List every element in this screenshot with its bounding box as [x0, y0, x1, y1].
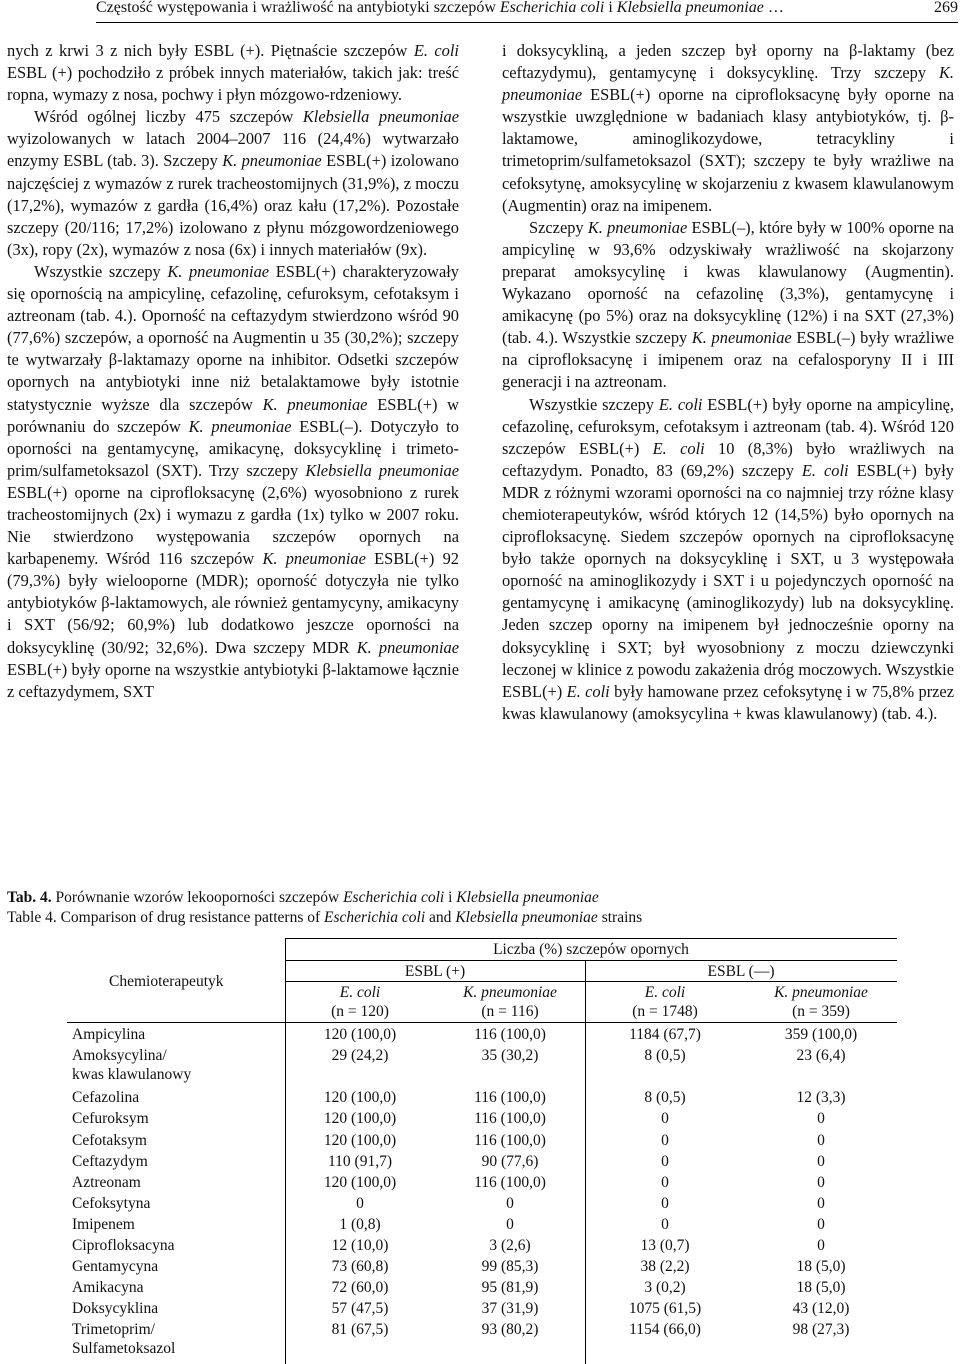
text-run: ESBL(+) były MDR z różnymi wzorami oporności na co najmniej trzy różne klasy chemioterapeutyków, wśród których 12 (14,5%) było opornych na ciprofloksacynę. Siedem szczepów opornych na ciprofloksacynę było także opornych na doksycyklinę i SXT, u 3 występowała oporność na aminoglikozydy i SXT i u pojedynczych oporność na gentamycynę i amikacynę (aminoglikozydy) lub na doksycyklinę. Jeden szczep oporny na imipenem był jednocześnie oporny na doksycyklinę i SXT; był wyosobniony z moczu dziewczynki leczonej w klinice z powodu zakażenia dróg moczowych. Wszystkie ESBL(+): [502, 460, 954, 701]
species-name: K. pneumoniae: [502, 63, 954, 105]
running-title-part: …: [763, 0, 784, 16]
agent-name-line: Amikacyna: [72, 1279, 144, 1297]
paragraph: [502, 217, 954, 394]
paragraph: [7, 106, 459, 261]
agent-name-line: Amoksycylina/: [72, 1047, 167, 1065]
text-run: Wszystkie szczepy: [529, 394, 659, 414]
running-title: [96, 0, 784, 16]
table-cell: 29 (24,2): [331, 1047, 389, 1065]
table-cell: 8 (0,5): [644, 1089, 686, 1107]
right-column: [502, 40, 954, 725]
table-cell: 0: [356, 1194, 364, 1212]
species-name: K. pneumoniae: [262, 394, 368, 414]
table-cell: 35 (30,2): [481, 1047, 539, 1065]
text-run: Wszystkie szczepy: [34, 261, 168, 281]
table-cell: 120 (100,0): [323, 1026, 397, 1043]
species-name: E. coli: [658, 394, 703, 414]
table-cell: 23 (6,4): [796, 1047, 846, 1065]
species-name: E. coli: [566, 681, 610, 701]
text-run: ESBL(+) w porównaniu do szczepów: [7, 394, 460, 436]
col-header-species: [285, 983, 435, 1021]
table-cell: 98 (27,3): [792, 1321, 850, 1339]
table-cell: 13 (0,7): [640, 1237, 690, 1254]
table-cell: 0: [817, 1237, 825, 1254]
table-cell: 0: [661, 1194, 669, 1212]
table-cell: 8 (0,5): [644, 1047, 686, 1065]
table-cell: 3 (2,6): [489, 1237, 531, 1254]
table-cell: 93 (80,2): [481, 1321, 539, 1339]
running-title-part: i: [604, 0, 617, 16]
table-cell: 1075 (61,5): [628, 1300, 702, 1318]
species-name: K. pneumoniae: [587, 217, 688, 237]
row-agent-name: [72, 1278, 143, 1297]
agent-name-line: kwas klawulanowy: [72, 1066, 192, 1084]
table-cell: 95 (81,9): [481, 1279, 539, 1297]
text-run: były hamowane przez cefoksytynę i w 75,8% przez kwas klawulanowy (amoksycylina + kwas klawulanowy) (tab. 4.).: [502, 681, 954, 723]
table-group-header: Liczba (%) szczepów opornych: [493, 941, 689, 958]
caption-text: Porównanie wzorów lekooporności szczepów: [51, 889, 344, 906]
left-column: [7, 40, 459, 703]
agent-name-line: Cefotaksym: [72, 1131, 147, 1149]
text-run: ESBL(–), które były w 100% oporne na ampicylinę w 93,6% odzyskiwały wrażliwość na skojarzony preparat amoksycylinę i kwas klawulanowy (Augmentin). Wykazano oporność na cefazolinę (3,3%), gentamycynę i amikacynę (po 5%) oraz na doksycyklinę (12%) i na SXT (27,3%) (tab. 4.). Wszystkie szczepy: [502, 217, 954, 348]
row-agent-name: [72, 1109, 149, 1128]
table-cell: 12 (10,0): [331, 1237, 389, 1254]
row-agent-name: [72, 1194, 150, 1213]
agent-column-header: Chemioterapeutyk: [109, 973, 224, 990]
table-cell: 0: [817, 1131, 825, 1149]
table-rule: [285, 938, 897, 939]
page-header: [96, 0, 958, 22]
sample-size: (n = 116): [481, 1003, 539, 1020]
table-cell: 73 (60,8): [331, 1258, 389, 1276]
table-cell: 12 (3,3): [796, 1089, 846, 1107]
text-run: Szczepy: [529, 217, 588, 237]
sample-size: (n = 120): [331, 1003, 389, 1020]
agent-name-line: Cefuroksym: [72, 1110, 149, 1128]
table-cell: 0: [661, 1152, 669, 1170]
caption-species: Escherichia coli: [324, 909, 426, 926]
species-name: E. coli: [644, 984, 686, 1001]
agent-name-line: Ceftazydym: [72, 1152, 148, 1170]
table-cell: 359 (100,0): [784, 1026, 858, 1043]
table-cell: 120 (100,0): [323, 1173, 397, 1191]
agent-name-line: Ciprofloksacyna: [72, 1237, 175, 1254]
text-run: ESBL(+) izolowano najczęściej z wymazów z rurek tracheostomijnych (31,9%), z moczu (17,2%), wymazów z gardła (16,4%) oraz kału (17,2%). Pozostałe szczepy (20/116; 17,2%) izolowano z płynu mózgowordzeniowego (3x), ropy (2x), wymazów z nosa (6x) i innych materiałów (9x).: [7, 151, 459, 259]
table-cell: 0: [817, 1110, 825, 1128]
table-cell: 43 (12,0): [792, 1300, 850, 1318]
table-caption-en: [7, 908, 947, 928]
esbl-positive-header: ESBL (+): [404, 963, 466, 980]
agent-name-line: Doksycyklina: [72, 1300, 159, 1318]
caption-text: Comparison of drug resistance patterns of: [56, 909, 325, 926]
row-agent-name: [72, 1236, 174, 1255]
row-agent-name: [72, 1025, 145, 1044]
caption-species: Klebsiella pneumoniae: [455, 909, 598, 926]
table-cell: 37 (31,9): [481, 1300, 539, 1318]
text-run: ESBL (+) pochodziło z próbek innych materiałów, takich jak: treść ropna, wymazy z nosa, pochwy i płyn mózgowo-rdzeniowy.: [7, 63, 459, 105]
header-rule: [96, 22, 958, 23]
esbl-negative-header: ESBL (—): [707, 963, 775, 980]
table-cell: 120 (100,0): [323, 1131, 397, 1149]
agent-name-line: Ampicylina: [72, 1026, 146, 1043]
table-cell: 1184 (67,7): [629, 1026, 701, 1043]
table-cell: 72 (60,0): [331, 1279, 389, 1297]
table-cell: 0: [817, 1152, 825, 1170]
table-caption-pl: [7, 888, 947, 908]
species-name: K. pneumoniae: [774, 984, 868, 1001]
table-cell: 1 (0,8): [339, 1215, 381, 1233]
text-run: ESBL(+) były oporne na ampicylinę, cefazolinę, cefuroksym, cefotaksym i aztreonam (tab. 4). Wśród 120 szczepów ESBL(+): [502, 394, 955, 458]
text-run: ESBL(–). Dotyczyło to oporności na gentamycynę, amikacynę, doksycyklinę i trimetoprim/sulfametoksazol (SXT). Trzy szczepy: [7, 416, 459, 480]
text-run: ESBL(+) były oporne na wszystkie antybiotyki β-laktamowe łącznie z ceftazydymem, SXT: [7, 659, 459, 701]
caption-text: and: [425, 909, 456, 926]
species-name: E. coli: [413, 41, 459, 60]
table-cell: 99 (85,3): [481, 1258, 539, 1276]
table-cell: 116 (100,0): [474, 1131, 546, 1149]
species-name: E. coli: [801, 460, 849, 480]
species-name: K. pneumoniae: [356, 637, 459, 657]
table-cell: 116 (100,0): [474, 1110, 546, 1128]
text-run: Wśród ogólnej liczby 475 szczepów: [34, 107, 303, 127]
page-number: 269: [934, 0, 958, 16]
table-cell: 0: [817, 1215, 825, 1233]
row-agent-name: [72, 1152, 148, 1171]
table-cell: 120 (100,0): [323, 1110, 397, 1128]
table-cell: 1154 (66,0): [629, 1321, 701, 1339]
table-cell: 18 (5,0): [796, 1279, 846, 1297]
text-run: ESBL(–) były wrażliwe na ciprofloksacynę i imipenem oraz na cefalosporyny II i III generacji i na aztreonam.: [502, 328, 954, 392]
text-run: nych z krwi 3 z nich były ESBL (+). Piętnaście szczepów: [7, 41, 414, 60]
table-cell: 116 (100,0): [474, 1089, 546, 1107]
agent-name-line: Cefazolina: [72, 1089, 140, 1107]
species-name: K. pneumoniae: [167, 261, 270, 281]
table-cell: 3 (0,2): [644, 1279, 686, 1297]
agent-name-line: Gentamycyna: [72, 1258, 159, 1276]
table-cell: 0: [661, 1173, 669, 1191]
agent-name-line: Imipenem: [72, 1215, 135, 1233]
text-run: ESBL(+) charakteryzowały się opornością na ampicylinę, cefazolinę, cefuroksym, cefotaksym i aztreonam (tab. 4.). Oporność na ceftazydym stwierdzono wśród 90 (77,6%) szczepów, a oporność na Augmentin u 35 (30,2%); szczepy te wytwarzały β-laktamazy oporne na inhibitor. Odsetki szczepów opornych na antybiotyki inne niż betalaktamowe były istotnie statystycznie wyższe dla szczepów: [7, 261, 460, 414]
agent-name-line: Sulfametoksazol: [72, 1340, 176, 1358]
caption-species: Klebsiella pneumoniae: [456, 889, 599, 906]
table-cell: 57 (47,5): [331, 1300, 389, 1318]
agent-name-line: Cefoksytyna: [72, 1194, 151, 1212]
table-cell: 116 (100,0): [474, 1173, 546, 1191]
table-cell: 38 (2,2): [640, 1258, 690, 1276]
paragraph: [502, 40, 954, 217]
text-run: i doksycykliną, a jeden szczep był oporny na β-laktamy (bez ceftazydymu), gentamycynę i doksycyklinę. Trzy szczepy: [502, 41, 954, 83]
text-run: ESBL(+) oporne na ciprofloksacynę były oporne na wszystkie uwzględnione w badaniach klasy antybiotyków, tj. β-laktamowe, aminoglikozydowe, tetracykliny i trimetoprim/sulfametoksazol (SXT); szczepy te były wrażliwe na cefoksytynę, amoksycylinę w skojarzeniu z kwasem klawulanowym (Augmentin) oraz na imipenem.: [502, 85, 954, 215]
table-cell: 0: [506, 1215, 514, 1233]
row-agent-name: [72, 1257, 158, 1276]
row-agent-name: [72, 1173, 141, 1192]
row-agent-name: [72, 1046, 191, 1084]
species-name: K. pneumoniae: [463, 984, 557, 1001]
running-title-species: Klebsiella pneumoniae: [616, 0, 764, 16]
caption-text: strains: [597, 909, 643, 926]
text-run: 10 (8,3%) było wrażliwych na ceftazydym. Ponadto, 83 (69,2%) szczepy: [502, 438, 954, 480]
sample-size: (n = 359): [792, 1003, 850, 1020]
table-cell: 116 (100,0): [474, 1026, 546, 1043]
table-cell: 0: [661, 1215, 669, 1233]
paragraph: [502, 394, 954, 725]
table-cell: 0: [661, 1131, 669, 1149]
col-header-species: [745, 983, 897, 1021]
text-run: ESBL(+) 92 (79,3%) były wielooporne (MDR); oporność dotyczyła nie tylko antybiotyków β-laktamowych, ale również gentamycyny, amikacyny i SXT (56/92; 60,9%) lub dodatkowo jeszcze oporności na doksycyklinę (30/92; 32,6%). Dwa szczepy MDR: [7, 549, 459, 657]
row-agent-name: [72, 1320, 175, 1358]
table-cell: 0: [661, 1110, 669, 1128]
species-name: E. coli: [652, 438, 705, 458]
table-rule: [285, 981, 897, 982]
caption-text: i: [444, 889, 457, 906]
species-name: K. pneumoniae: [691, 328, 792, 348]
caption-label: Tab. 4.: [7, 889, 52, 906]
caption-species: Escherichia coli: [343, 889, 445, 906]
paragraph: [7, 261, 459, 703]
row-agent-name: [72, 1131, 147, 1150]
row-agent-name: [72, 1215, 135, 1234]
text-run: wyizolowanych w latach 2004–2007 116 (24,4%) wytwarzało enzymy ESBL (tab. 3). Szczepy: [7, 129, 459, 171]
running-title-part: Częstość występowania i wrażliwość na antybiotyki szczepów: [96, 0, 500, 16]
col-header-species: [585, 983, 745, 1021]
table-rule: [285, 960, 897, 961]
species-name: E. coli: [339, 984, 381, 1001]
row-agent-name: [72, 1299, 158, 1318]
table-cell: 18 (5,0): [796, 1258, 846, 1276]
col-header-species: [435, 983, 585, 1021]
agent-name-line: Trimetoprim/: [72, 1321, 155, 1339]
species-name: Klebsiella pneumoniae: [305, 460, 459, 480]
row-agent-name: [72, 1088, 139, 1107]
running-title-species: Escherichia coli: [499, 0, 605, 16]
sample-size: (n = 1748): [632, 1003, 698, 1020]
caption-label: Table 4.: [7, 909, 57, 926]
table-cell: 0: [817, 1173, 825, 1191]
species-name: K. pneumoniae: [262, 549, 366, 569]
species-name: Klebsiella pneumoniae: [302, 107, 459, 127]
table-cell: 81 (67,5): [331, 1321, 389, 1339]
table-cell: 120 (100,0): [323, 1089, 397, 1107]
paragraph: [7, 40, 459, 106]
species-name: K. pneumoniae: [188, 416, 292, 436]
species-name: K. pneumoniae: [222, 151, 322, 171]
text-run: ESBL(+) oporne na ciprofloksacynę (2,6%) wyosobniono z rurek tracheostomijnych (2x) i wymazu z gardła (1x) tylko w 2007 roku. Nie stwierdzono występowania szczepów opornych na karbapenemy. Wśród 116 szczepów: [7, 482, 459, 569]
table-cell: 0: [506, 1194, 514, 1212]
table-cell: 90 (77,6): [481, 1152, 539, 1170]
agent-name-line: Aztreonam: [72, 1173, 141, 1191]
table-cell: 110 (91,7): [328, 1152, 392, 1170]
table-cell: 0: [817, 1194, 825, 1212]
table-rule: [67, 1022, 897, 1023]
